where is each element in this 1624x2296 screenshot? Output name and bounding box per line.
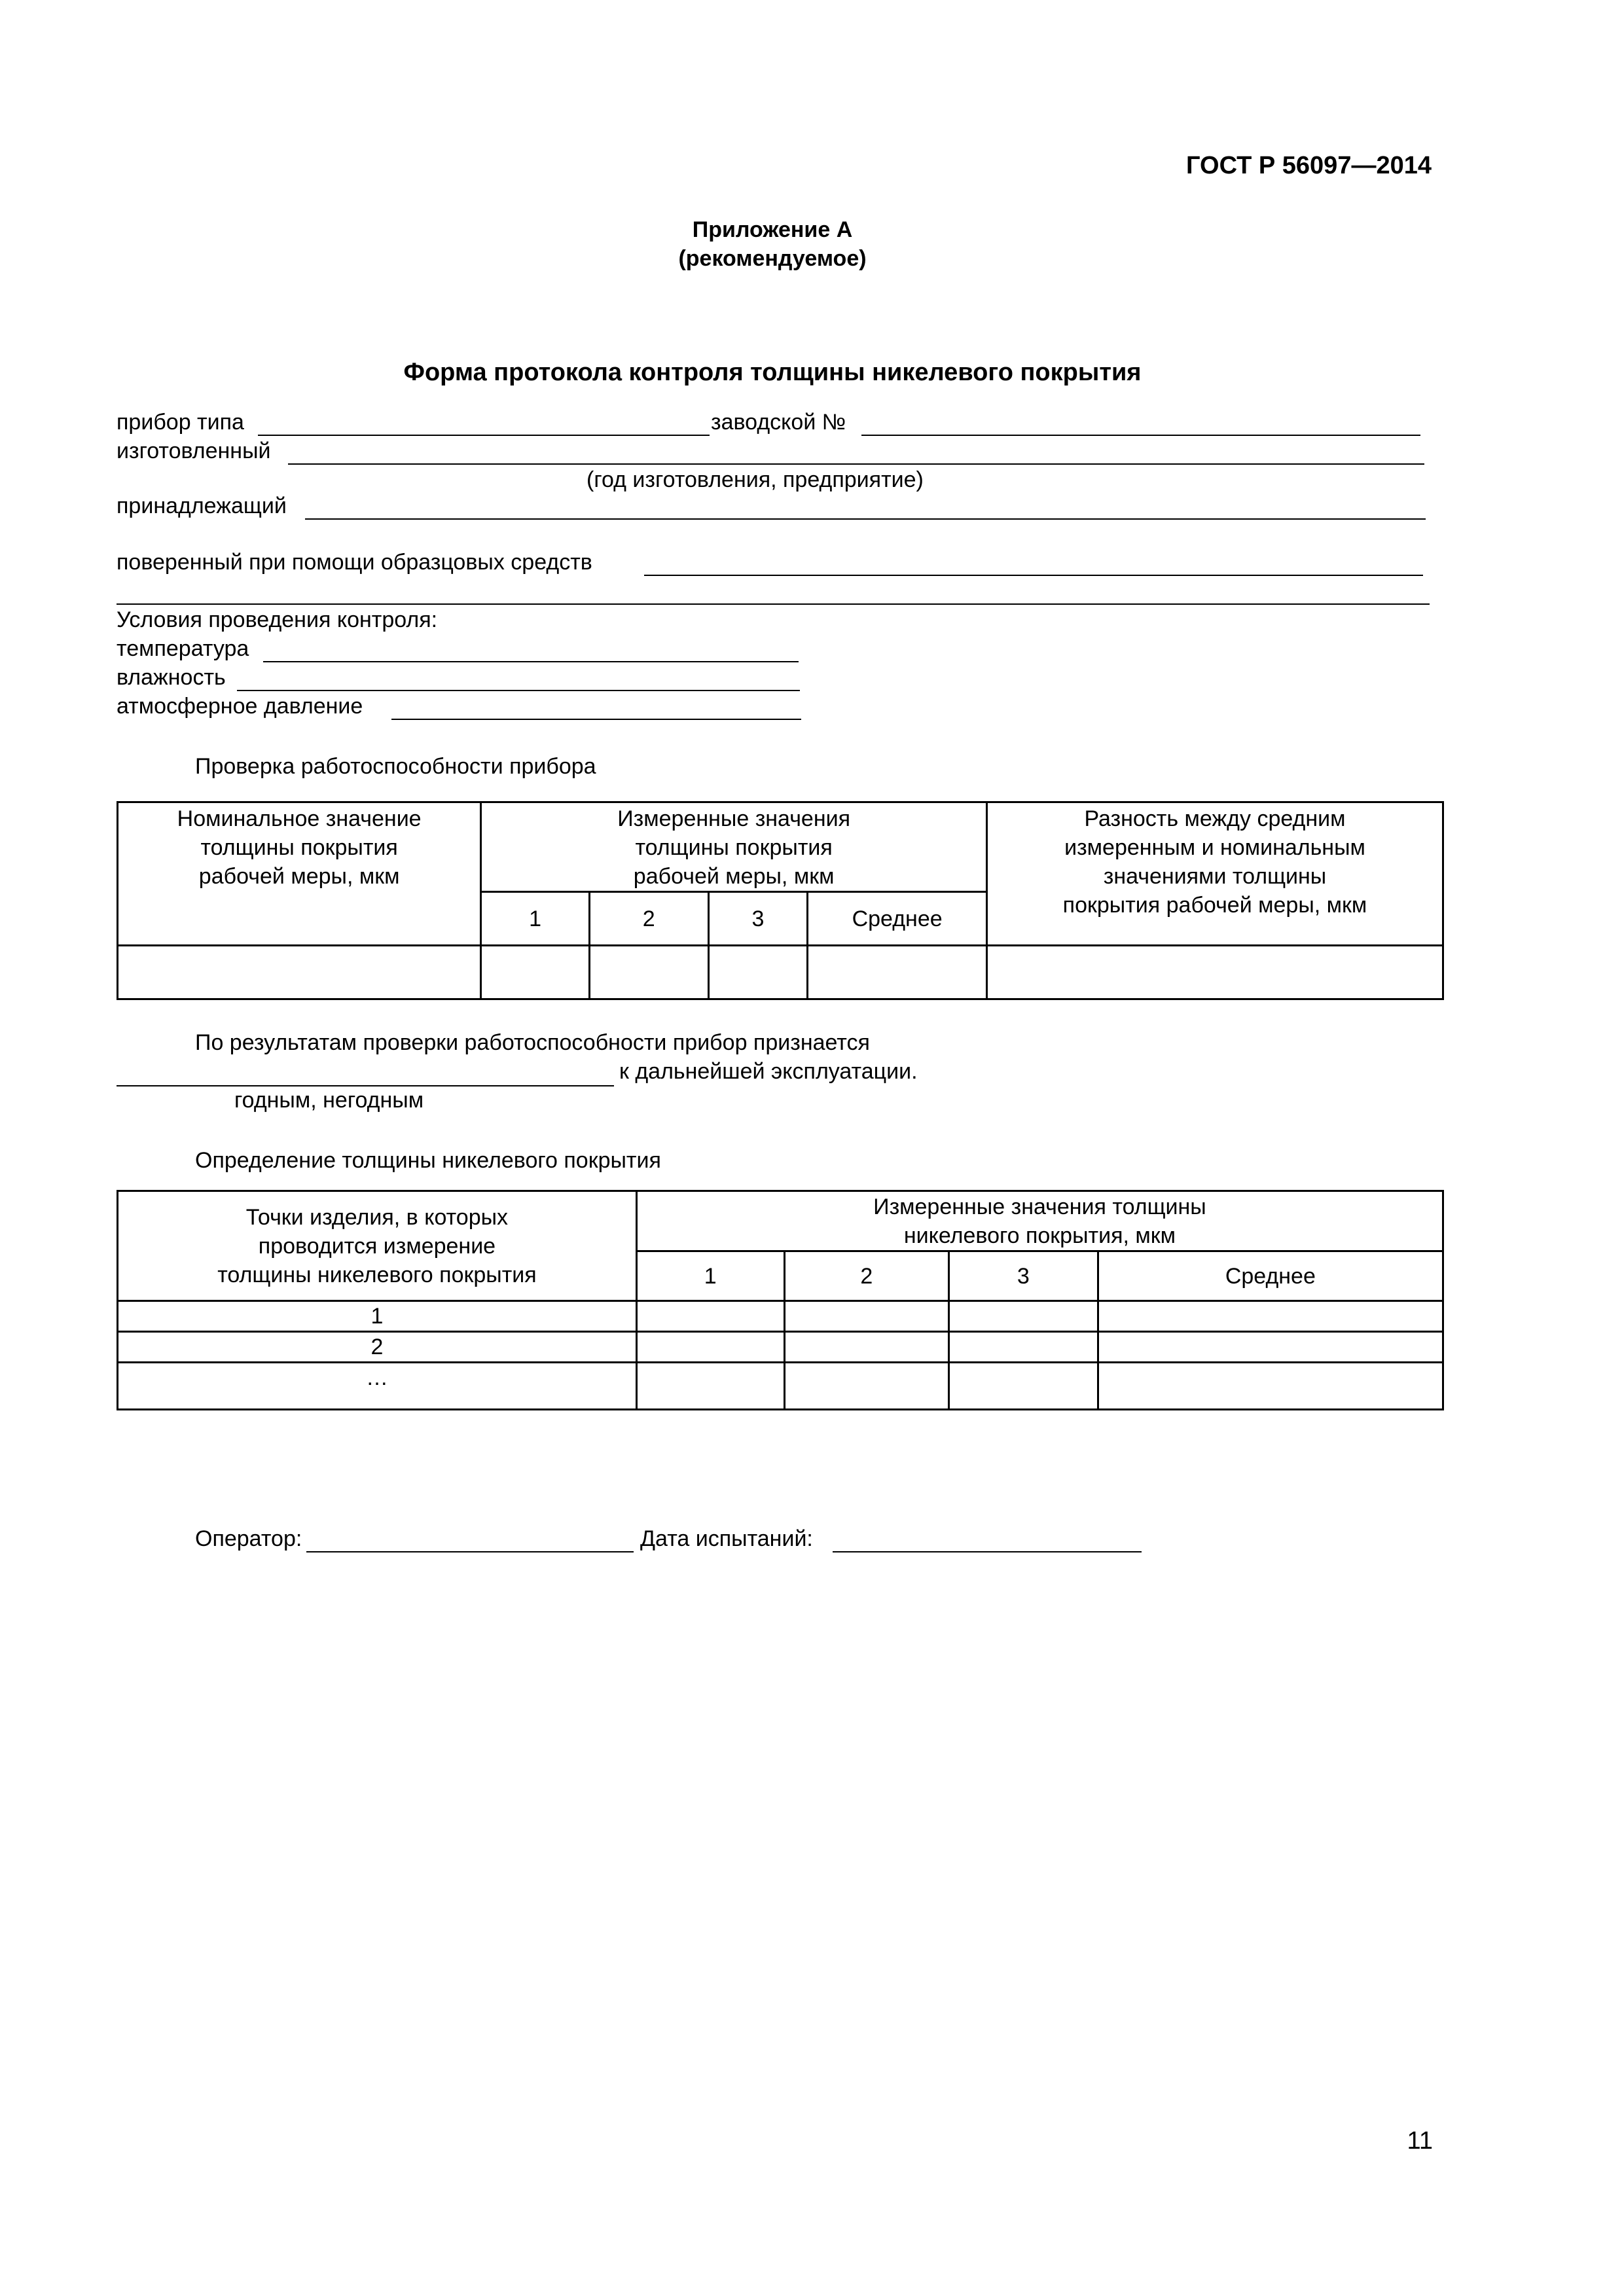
- thickness-table: [117, 1190, 1444, 1410]
- appendix-title: Приложение А: [692, 217, 853, 242]
- col-difference-header: Разность между средним измеренным и номинальным значениями толщины покрытия рабочей меры, мкм: [986, 802, 1443, 946]
- cell-nominal-value[interactable]: [118, 946, 481, 999]
- serial-number-label: заводской №: [711, 410, 846, 435]
- humidity-label: влажность: [117, 665, 226, 690]
- table-cell[interactable]: [636, 1363, 784, 1410]
- cell-measured-average[interactable]: [808, 946, 987, 999]
- table-row: [118, 1363, 1443, 1410]
- table-row: [118, 1301, 1443, 1332]
- col-measured-header: Измеренные значения толщины покрытия рабочей меры, мкм: [481, 802, 987, 892]
- result-line-2: к дальнейшей эксплуатации.: [619, 1059, 918, 1084]
- operator-label: Оператор:: [195, 1526, 302, 1551]
- point-label: …: [118, 1363, 637, 1410]
- pressure-line[interactable]: [391, 719, 801, 720]
- form-title: Форма протокола контроля толщины никелевого покрытия: [403, 359, 1142, 386]
- table-cell[interactable]: [1098, 1332, 1443, 1363]
- table-cell[interactable]: [949, 1301, 1098, 1332]
- point-label: 2: [118, 1332, 637, 1363]
- device-type-label: прибор типа: [117, 410, 244, 435]
- point-label: 1: [118, 1301, 637, 1332]
- manufactured-hint: (год изготовления, предприятие): [586, 467, 924, 492]
- thickness-section-title: Определение толщины никелевого покрытия: [195, 1148, 661, 1173]
- table-cell[interactable]: [949, 1332, 1098, 1363]
- thickness-sub-col-average: Среднее: [1098, 1251, 1443, 1301]
- owner-label: принадлежащий: [117, 493, 287, 518]
- serial-number-line[interactable]: [861, 435, 1420, 436]
- cell-measured-3[interactable]: [708, 946, 808, 999]
- col-points-header: Точки изделия, в которых проводится измерение толщины никелевого покрытия: [118, 1191, 637, 1301]
- thickness-sub-col-3: 3: [949, 1251, 1098, 1301]
- operator-line[interactable]: [306, 1551, 634, 1552]
- sub-col-3: 3: [708, 892, 808, 946]
- table-cell[interactable]: [1098, 1301, 1443, 1332]
- manufactured-line[interactable]: [288, 463, 1424, 465]
- check-table: [117, 801, 1444, 1000]
- thickness-sub-col-1: 1: [636, 1251, 784, 1301]
- table-cell[interactable]: [636, 1332, 784, 1363]
- check-section-title: Проверка работоспособности прибора: [195, 754, 596, 779]
- result-line-1: По результатам проверки работоспособности прибор признается: [195, 1030, 870, 1055]
- conditions-title: Условия проведения контроля:: [117, 607, 438, 632]
- table-cell[interactable]: [636, 1301, 784, 1332]
- col-nominal-header: Номинальное значение толщины покрытия рабочей меры, мкм: [118, 802, 481, 946]
- cell-difference[interactable]: [986, 946, 1443, 999]
- device-type-line[interactable]: [258, 435, 710, 436]
- table-row: [118, 1332, 1443, 1363]
- verified-line[interactable]: [644, 575, 1423, 576]
- thickness-sub-col-2: 2: [784, 1251, 949, 1301]
- page-number: 11: [1407, 2127, 1433, 2155]
- sub-col-2: 2: [589, 892, 708, 946]
- table-cell[interactable]: [949, 1363, 1098, 1410]
- manufactured-label: изготовленный: [117, 439, 271, 463]
- sub-col-average: Среднее: [808, 892, 987, 946]
- table-cell[interactable]: [784, 1363, 949, 1410]
- temperature-line[interactable]: [263, 661, 799, 662]
- owner-line[interactable]: [305, 518, 1426, 520]
- sub-col-1: 1: [481, 892, 590, 946]
- temperature-label: температура: [117, 636, 249, 661]
- humidity-line[interactable]: [237, 690, 800, 691]
- cell-measured-1[interactable]: [481, 946, 590, 999]
- verified-label: поверенный при помощи образцовых средств: [117, 550, 592, 575]
- result-hint: годным, негодным: [234, 1088, 424, 1113]
- col-thickness-measured-header: Измеренные значения толщины никелевого покрытия, мкм: [636, 1191, 1443, 1251]
- test-date-label: Дата испытаний:: [640, 1526, 813, 1551]
- table-cell[interactable]: [784, 1332, 949, 1363]
- verified-line-2[interactable]: [117, 603, 1430, 605]
- table-cell[interactable]: [784, 1301, 949, 1332]
- pressure-label: атмосферное давление: [117, 694, 363, 719]
- test-date-line[interactable]: [833, 1551, 1142, 1552]
- standard-number: ГОСТ Р 56097—2014: [1186, 152, 1432, 179]
- cell-measured-2[interactable]: [589, 946, 708, 999]
- appendix-note: (рекомендуемое): [678, 246, 867, 271]
- table-cell[interactable]: [1098, 1363, 1443, 1410]
